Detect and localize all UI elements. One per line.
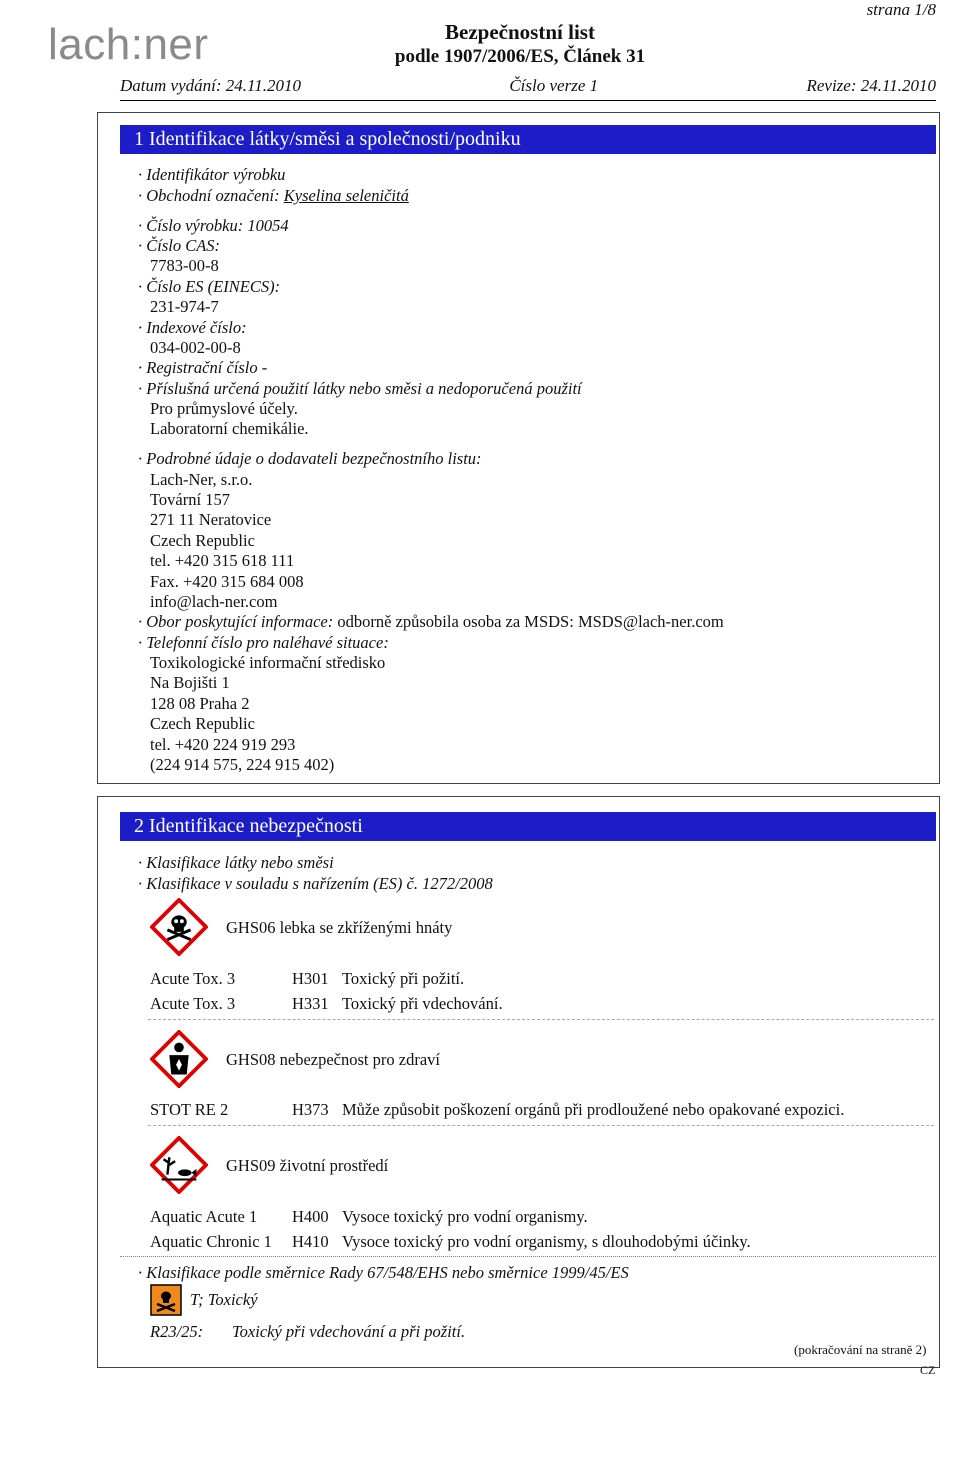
supplier-line: Lach-Ner, s.r.o. xyxy=(150,470,253,489)
page-number: strana 1/8 xyxy=(866,0,936,19)
emergency-label: · Telefonní číslo pro naléhavé situace: xyxy=(138,633,389,652)
info-line: · Obor poskytující informace: odborně způsobila osoba za MSDS: MSDS@lach-ner.com xyxy=(138,612,724,631)
classification-label: · Klasifikace látky nebo směsi xyxy=(138,853,334,872)
document-subtitle: podle 1907/2006/ES, Článek 31 xyxy=(394,46,646,67)
es-value: 231-974-7 xyxy=(150,297,219,316)
section-1-heading: 1 Identifikace látky/směsi a společnosti/podniku xyxy=(120,125,936,154)
use-item: Pro průmyslové účely. xyxy=(150,399,298,418)
supplier-line: Czech Republic xyxy=(150,531,255,550)
registration-number: · Registrační číslo - xyxy=(138,358,268,377)
es-label: · Číslo ES (EINECS): xyxy=(138,277,281,296)
emergency-line: (224 914 575, 224 915 402) xyxy=(150,755,335,774)
directive-separator xyxy=(120,1256,936,1257)
ghs06-label: GHS06 lebka se zkříženými hnáty xyxy=(226,918,453,937)
section-2-heading: 2 Identifikace nebezpečnosti xyxy=(120,812,936,841)
hazard-code: H373 xyxy=(292,1100,329,1119)
hazard-class: Acute Tox. 3 xyxy=(150,994,236,1013)
language-code: CZ xyxy=(920,1363,936,1377)
hazard-code: H331 xyxy=(292,994,329,1013)
emergency-line: Toxikologické informační středisko xyxy=(150,653,386,672)
company-logo: lach:ner xyxy=(48,20,209,69)
regulation-label: · Klasifikace v souladu s nařízením (ES) č. 1272/2008 xyxy=(138,874,493,893)
group-separator xyxy=(148,1125,934,1126)
emergency-line: tel. +420 224 919 293 xyxy=(150,735,296,754)
hazard-statement: Vysoce toxický pro vodní organismy, s dlouhodobými účinky. xyxy=(342,1232,751,1251)
trade-name-line: · Obchodní označení: Kyselina seleničitá xyxy=(138,186,409,205)
skull-crossbones-icon xyxy=(150,898,208,956)
health-hazard-icon xyxy=(150,1030,208,1088)
hazard-class: Aquatic Acute 1 xyxy=(150,1207,258,1226)
hazard-statement: Vysoce toxický pro vodní organismy. xyxy=(342,1207,588,1226)
environment-icon xyxy=(150,1136,208,1194)
document-title: Bezpečnostní list xyxy=(445,20,595,44)
hazard-code: H400 xyxy=(292,1207,329,1226)
group-separator xyxy=(148,1019,934,1020)
trade-name: Kyselina seleničitá xyxy=(283,186,409,205)
ghs08-label: GHS08 nebezpečnost pro zdraví xyxy=(226,1050,440,1069)
product-identifier-label: · Identifikátor výrobku xyxy=(138,165,286,184)
hazard-statement: Toxický při požití. xyxy=(342,969,465,988)
ghs09-label: GHS09 životní prostředí xyxy=(226,1156,389,1175)
supplier-line: Tovární 157 xyxy=(150,490,230,509)
hazard-class: Aquatic Chronic 1 xyxy=(150,1232,272,1251)
cas-value: 7783-00-8 xyxy=(150,256,219,275)
t-symbol-label: T; Toxický xyxy=(190,1290,258,1309)
supplier-line: 271 11 Neratovice xyxy=(150,510,272,529)
hazard-statement: Může způsobit poškození orgánů při prodloužené nebo opakované expozici. xyxy=(342,1100,845,1119)
header-divider xyxy=(120,100,936,101)
toxic-t-symbol-icon xyxy=(150,1284,182,1316)
index-label: · Indexové číslo: xyxy=(138,318,247,337)
uses-label: · Příslušná určená použití látky nebo směsi a nedoporučená použití xyxy=(138,379,582,398)
emergency-line: Na Bojišti 1 xyxy=(150,673,230,692)
hazard-code: H301 xyxy=(292,969,329,988)
hazard-statement: Toxický při vdechování. xyxy=(342,994,503,1013)
index-value: 034-002-00-8 xyxy=(150,338,241,357)
hazard-code: H410 xyxy=(292,1232,329,1251)
r-text: Toxický při vdechování a při požití. xyxy=(232,1322,466,1341)
supplier-label: · Podrobné údaje o dodavateli bezpečnostního listu: xyxy=(138,449,482,468)
hazard-class: STOT RE 2 xyxy=(150,1100,229,1119)
supplier-line: Fax. +420 315 684 008 xyxy=(150,572,304,591)
cas-label: · Číslo CAS: xyxy=(138,236,221,255)
version-number: Číslo verze 1 xyxy=(509,76,599,95)
r-code: R23/25: xyxy=(150,1322,204,1341)
hazard-class: Acute Tox. 3 xyxy=(150,969,236,988)
use-item: Laboratorní chemikálie. xyxy=(150,419,309,438)
issue-date: Datum vydání: 24.11.2010 xyxy=(120,76,301,95)
emergency-line: 128 08 Praha 2 xyxy=(150,694,250,713)
revision-date: Revize: 24.11.2010 xyxy=(806,76,936,95)
document-meta-line xyxy=(120,76,936,96)
continued-note: (pokračování na straně 2) xyxy=(794,1342,927,1357)
supplier-line: tel. +420 315 618 111 xyxy=(150,551,295,570)
info-value: odborně způsobila osoba za MSDS: MSDS@lach-ner.com xyxy=(337,612,724,631)
emergency-line: Czech Republic xyxy=(150,714,255,733)
product-number: · Číslo výrobku: 10054 xyxy=(138,216,289,235)
directive-label: · Klasifikace podle směrnice Rady 67/548/EHS nebo směrnice 1999/45/ES xyxy=(138,1263,629,1282)
supplier-email[interactable]: info@lach-ner.com xyxy=(150,592,278,611)
